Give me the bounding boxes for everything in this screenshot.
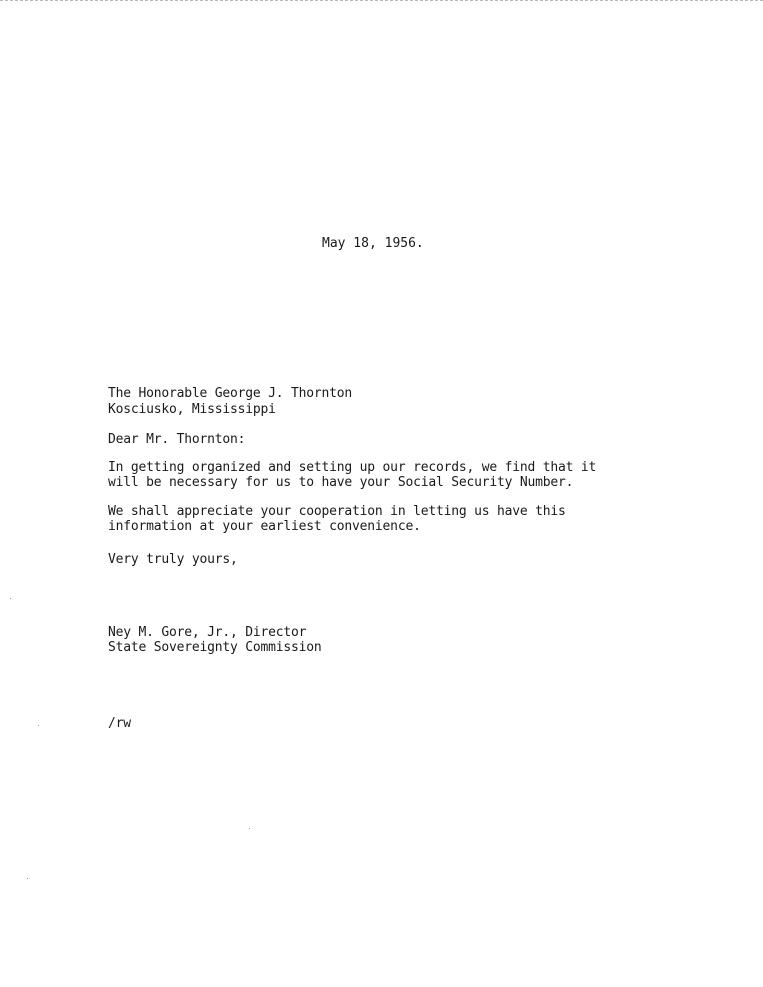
- page-top-edge: [0, 0, 763, 1]
- recipient-name: The Honorable George J. Thornton: [108, 386, 353, 401]
- paragraph-1-line-2: will be necessary for us to have your Social Security Number.: [108, 475, 574, 490]
- letter-date: May 18, 1956.: [322, 236, 424, 251]
- scan-speck: [38, 725, 39, 726]
- closing: Very truly yours,: [108, 552, 238, 567]
- scan-speck: [27, 878, 28, 879]
- scan-speck: [249, 828, 250, 829]
- signature-organization: State Sovereignty Commission: [108, 640, 322, 655]
- salutation: Dear Mr. Thornton:: [108, 432, 246, 447]
- paragraph-1-line-1: In getting organized and setting up our records, we find that it: [108, 460, 597, 475]
- typist-initials: /rw: [108, 716, 131, 731]
- scan-speck: [10, 598, 11, 599]
- signature-name-title: Ney M. Gore, Jr., Director: [108, 625, 307, 640]
- paragraph-2-line-1: We shall appreciate your cooperation in letting us have this: [108, 504, 566, 519]
- recipient-location: Kosciusko, Mississippi: [108, 402, 276, 417]
- paragraph-2-line-2: information at your earliest convenience.: [108, 519, 421, 534]
